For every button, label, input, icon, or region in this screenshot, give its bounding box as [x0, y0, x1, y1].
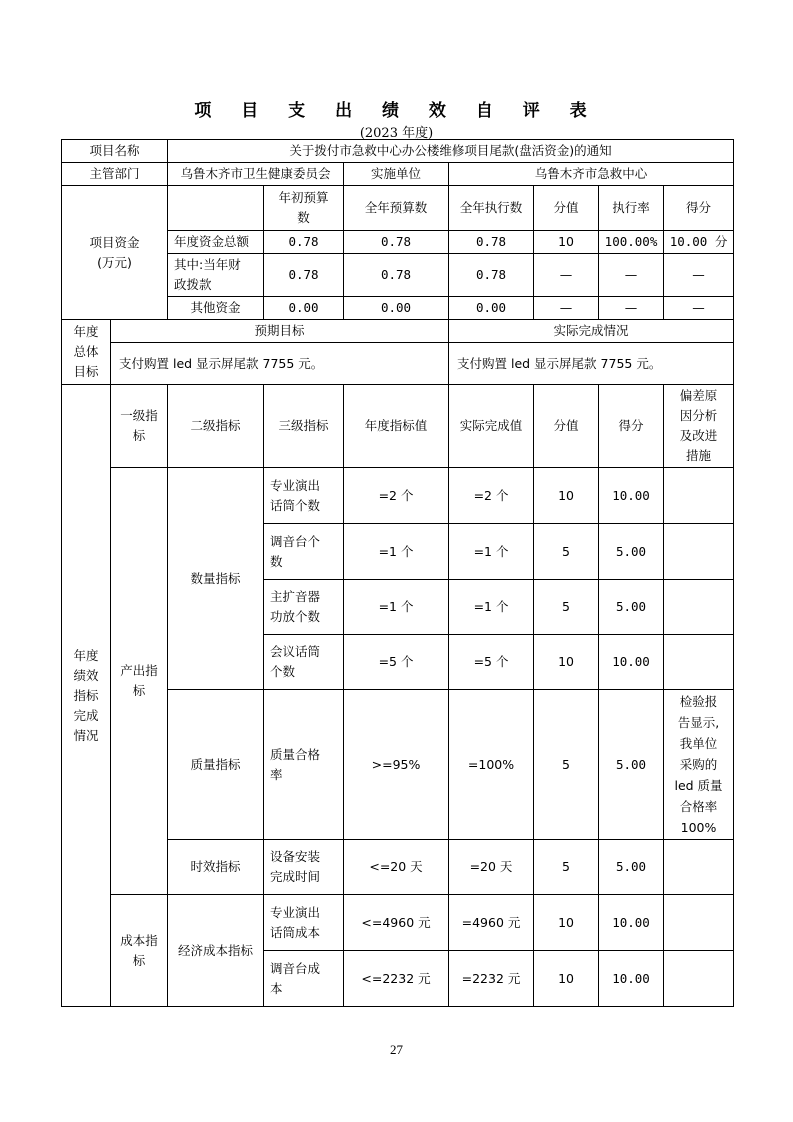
- col-level1: 一级指 标: [111, 385, 168, 468]
- actual-goal-text: 支付购置 led 显示屏尾款 7755 元。: [449, 343, 734, 385]
- indicator-target: >=95%: [344, 690, 449, 840]
- fund-cell: —: [599, 254, 664, 297]
- indicator-note: [664, 951, 734, 1007]
- indicator-target: =1 个: [344, 580, 449, 635]
- label-actual-completion: 实际完成情况: [449, 320, 734, 343]
- indicator-actual: =2 个: [449, 468, 534, 524]
- indicator-score: 10.00: [599, 468, 664, 524]
- fund-cell: 0.78: [264, 231, 344, 254]
- indicator-weight: 10: [534, 895, 599, 951]
- label-project-name: 项目名称: [62, 140, 168, 163]
- indicator-actual: =4960 元: [449, 895, 534, 951]
- fund-cell: 0.78: [344, 254, 449, 297]
- indicator-name: 质量合格 率: [264, 690, 344, 840]
- label-impl-unit: 实施单位: [344, 163, 449, 186]
- indicator-target: =2 个: [344, 468, 449, 524]
- indicator-weight: 5: [534, 840, 599, 895]
- fund-cell: —: [534, 297, 599, 320]
- fund-cell: 0.78: [264, 254, 344, 297]
- label-fiscal: 其中:当年财 政拨款: [168, 254, 264, 297]
- indicator-score: 10.00: [599, 895, 664, 951]
- col-actual-value: 实际完成值: [449, 385, 534, 468]
- fund-cell: —: [599, 297, 664, 320]
- indicator-name: 会议话筒 个数: [264, 635, 344, 690]
- indicator-score: 5.00: [599, 690, 664, 840]
- indicator-note: [664, 635, 734, 690]
- indicator-note: 检验报 告显示, 我单位 采购的 led 质量 合格率 100%: [664, 690, 734, 840]
- page-title: 项 目 支 出 绩 效 自 评 表: [194, 101, 599, 121]
- fund-cell: 10.00 分: [664, 231, 734, 254]
- indicator-score: 10.00: [599, 951, 664, 1007]
- label-dept: 主管部门: [62, 163, 168, 186]
- indicator-name: 专业演出 话筒个数: [264, 468, 344, 524]
- indicator-weight: 10: [534, 635, 599, 690]
- indicator-actual: =1 个: [449, 580, 534, 635]
- indicator-target: <=4960 元: [344, 895, 449, 951]
- col-deviation: 偏差原 因分析 及改进 措施: [664, 385, 734, 468]
- indicator-actual: =1 个: [449, 524, 534, 580]
- label-cost: 成本指 标: [111, 895, 168, 1007]
- col-level3: 三级指标: [264, 385, 344, 468]
- indicator-actual: =2232 元: [449, 951, 534, 1007]
- indicator-note: [664, 524, 734, 580]
- indicator-target: <=20 天: [344, 840, 449, 895]
- indicator-target: =1 个: [344, 524, 449, 580]
- indicator-score: 5.00: [599, 580, 664, 635]
- label-other-funds: 其他资金: [168, 297, 264, 320]
- fund-cell: —: [664, 297, 734, 320]
- fund-cell: 0.00: [264, 297, 344, 320]
- col-score: 得分: [664, 186, 734, 231]
- label-timeliness: 时效指标: [168, 840, 264, 895]
- indicator-weight: 5: [534, 690, 599, 840]
- dept-value: 乌鲁木齐市卫生健康委员会: [168, 163, 344, 186]
- indicator-name: 调音台个 数: [264, 524, 344, 580]
- label-annual-total: 年度资金总额: [168, 231, 264, 254]
- indicator-note: [664, 468, 734, 524]
- label-perf-section: 年度 绩效 指标 完成 情况: [62, 385, 111, 1007]
- indicator-score: 5.00: [599, 524, 664, 580]
- expected-goal-text: 支付购置 led 显示屏尾款 7755 元。: [111, 343, 449, 385]
- indicator-target: =5 个: [344, 635, 449, 690]
- fund-cell: 0.00: [449, 297, 534, 320]
- fund-cell: 0.78: [449, 231, 534, 254]
- col-score-val: 分值: [534, 186, 599, 231]
- label-economic-cost: 经济成本指标: [168, 895, 264, 1007]
- col-score2: 得分: [599, 385, 664, 468]
- label-annual-goal: 年度 总体 目标: [62, 320, 111, 385]
- col-full-exec: 全年执行数: [449, 186, 534, 231]
- col-initial-budget: 年初预算 数: [264, 186, 344, 231]
- indicator-actual: =20 天: [449, 840, 534, 895]
- indicator-weight: 5: [534, 524, 599, 580]
- label-funds: 项目资金 (万元): [62, 186, 168, 320]
- indicator-note: [664, 840, 734, 895]
- impl-unit-value: 乌鲁木齐市急救中心: [449, 163, 734, 186]
- label-output: 产出指 标: [111, 468, 168, 895]
- project-name-value: 关于拨付市急救中心办公楼维修项目尾款(盘活资金)的通知: [168, 140, 734, 163]
- indicator-weight: 10: [534, 951, 599, 1007]
- fund-cell: 0.78: [449, 254, 534, 297]
- label-expected-goal: 预期目标: [111, 320, 449, 343]
- indicator-name: 专业演出 话筒成本: [264, 895, 344, 951]
- col-level2: 二级指标: [168, 385, 264, 468]
- label-quality: 质量指标: [168, 690, 264, 840]
- col-annual-target: 年度指标值: [344, 385, 449, 468]
- fund-cell: 10: [534, 231, 599, 254]
- indicator-note: [664, 895, 734, 951]
- indicator-score: 5.00: [599, 840, 664, 895]
- col-weight: 分值: [534, 385, 599, 468]
- indicator-name: 主扩音器 功放个数: [264, 580, 344, 635]
- col-full-budget: 全年预算数: [344, 186, 449, 231]
- indicator-name: 调音台成 本: [264, 951, 344, 1007]
- indicator-actual: =5 个: [449, 635, 534, 690]
- page-number: 27: [390, 1042, 403, 1057]
- indicator-note: [664, 580, 734, 635]
- fund-cell: —: [534, 254, 599, 297]
- indicator-weight: 5: [534, 580, 599, 635]
- label-quantity: 数量指标: [168, 468, 264, 690]
- page-subtitle: (2023 年度): [359, 126, 434, 141]
- fund-cell: 0.78: [344, 231, 449, 254]
- performance-table: [61, 139, 734, 1007]
- indicator-target: <=2232 元: [344, 951, 449, 1007]
- indicator-actual: =100%: [449, 690, 534, 840]
- indicator-score: 10.00: [599, 635, 664, 690]
- fund-cell: 0.00: [344, 297, 449, 320]
- fund-cell: —: [664, 254, 734, 297]
- indicator-weight: 10: [534, 468, 599, 524]
- fund-cell: 100.00%: [599, 231, 664, 254]
- indicator-name: 设备安装 完成时间: [264, 840, 344, 895]
- col-exec-rate: 执行率: [599, 186, 664, 231]
